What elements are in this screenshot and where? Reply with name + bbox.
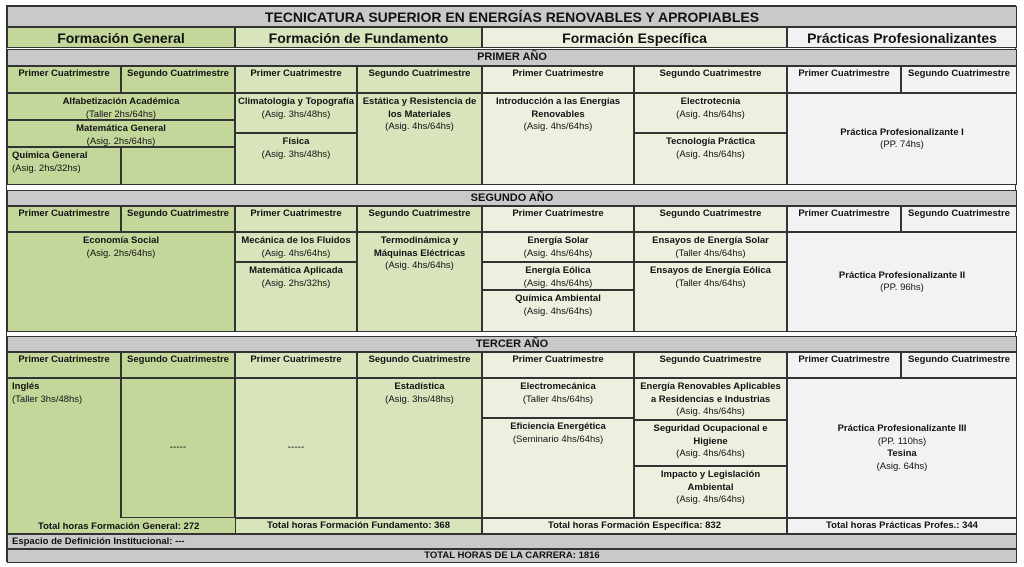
subject-name: Química Ambiental xyxy=(515,293,601,304)
cuatrimestre-header: Segundo Cuatrimestre xyxy=(634,206,787,232)
total-especifica: Total horas Formación Específica: 832 xyxy=(482,518,787,534)
area-general-header: Formación General xyxy=(7,27,235,48)
cuatrimestre-header: Primer Cuatrimestre xyxy=(7,352,121,378)
cuatrimestre-header: Primer Cuatrimestre xyxy=(482,206,634,232)
area-fundamento-header: Formación de Fundamento xyxy=(235,27,482,48)
subject-name: Física xyxy=(282,136,310,147)
subject-detail: (Asig. 4hs/64hs) xyxy=(676,406,745,417)
subject-name: Práctica Profesionalizante I xyxy=(840,126,964,138)
subject-detail: (Asig. 4hs/64hs) xyxy=(676,494,745,505)
cuatrimestre-header: Primer Cuatrimestre xyxy=(7,66,121,93)
area-practicas-header: Prácticas Profesionalizantes xyxy=(787,27,1017,48)
subject-name: Estática y Resistencia de los Materiales xyxy=(362,96,477,120)
subject-energia-solar xyxy=(482,232,634,262)
subject-detail: (Taller 2hs/64hs) xyxy=(85,108,157,120)
subject-detail: (Asig. 4hs/64hs) xyxy=(676,108,745,120)
subject-mecanica-fluidos xyxy=(235,232,357,262)
cuatrimestre-header: Primer Cuatrimestre xyxy=(482,66,634,93)
career-title: TECNICATURA SUPERIOR EN ENERGÍAS RENOVABLES Y APROPIABLES xyxy=(7,6,1017,27)
empty-cell xyxy=(121,147,235,185)
cuatrimestre-header: Primer Cuatrimestre xyxy=(235,66,357,93)
subject-name: Termodinámica y Máquinas Eléctricas xyxy=(373,235,466,259)
subject-name: Matemática Aplicada xyxy=(249,265,343,276)
subject-fisica xyxy=(235,133,357,185)
subject-detail: (Asig. 3hs/48hs) xyxy=(385,393,454,405)
cuatrimestre-header: Segundo Cuatrimestre xyxy=(357,206,482,232)
cuatrimestre-header: Segundo Cuatrimestre xyxy=(901,66,1017,93)
subject-ensayos-eolica xyxy=(634,262,787,332)
subject-name: Práctica Profesionalizante II xyxy=(838,269,966,281)
subject-name: Seguridad Ocupacional e Higiene xyxy=(653,423,768,447)
cuatrimestre-header: Primer Cuatrimestre xyxy=(235,206,357,232)
subject-alfabetizacion xyxy=(7,93,235,120)
subject-name: Química General xyxy=(12,150,88,161)
subject-detail: (Taller 4hs/64hs) xyxy=(675,277,746,289)
subject-name: Inglés xyxy=(12,381,40,392)
subject-detail: (Asig. 4hs/64hs) xyxy=(261,247,331,259)
subject-electrotecnia xyxy=(634,93,787,133)
subject-name: Estadística xyxy=(394,381,445,392)
subject-matematica-general xyxy=(7,120,235,147)
subject-detail: (Taller 3hs/48hs) xyxy=(12,393,83,405)
subject-name: Mecánica de los Fluidos xyxy=(241,235,351,246)
subject-detail: (Asig. 2hs/32hs) xyxy=(12,162,81,174)
subject-detail: (PP. 96hs) xyxy=(880,282,924,293)
curriculum-table xyxy=(6,5,1016,562)
subject-detail: (Asig. 2hs/64hs) xyxy=(86,135,156,147)
cuatrimestre-header: Primer Cuatrimestre xyxy=(787,352,901,378)
subject-climatologia xyxy=(235,93,357,133)
subject-renovables-residencias xyxy=(634,378,787,420)
subject-estatica xyxy=(357,93,482,185)
espacio-institucional: Espacio de Definición Institucional: --- xyxy=(7,534,1017,549)
cuatrimestre-header: Segundo Cuatrimestre xyxy=(121,352,235,378)
subject-name: Climatología y Topografía xyxy=(238,96,354,107)
subject-detail: (Seminario 4hs/64hs) xyxy=(512,433,604,445)
subject-eficiencia-energetica xyxy=(482,418,634,518)
cuatrimestre-header: Segundo Cuatrimestre xyxy=(901,352,1017,378)
subject-termodinamica xyxy=(357,232,482,332)
area-especifica-header: Formación Específica xyxy=(482,27,787,48)
subject-energia-eolica xyxy=(482,262,634,290)
cuatrimestre-header: Primer Cuatrimestre xyxy=(482,352,634,378)
subject-quimica-general xyxy=(7,147,121,185)
subject-practica-3 xyxy=(787,378,1017,518)
subject-name: Matemática General xyxy=(76,123,166,134)
empty-placeholder: ----- xyxy=(235,378,357,518)
subject-electromecanica xyxy=(482,378,634,418)
subject-detail: (Asig. 2hs/64hs) xyxy=(86,247,156,259)
subject-quimica-ambiental xyxy=(482,290,634,332)
subject-intro-energias xyxy=(482,93,634,185)
total-general xyxy=(7,518,235,534)
subject-name: Energía Renovables Aplicables a Residencias e Industrias xyxy=(640,381,781,405)
subject-economia-social xyxy=(7,232,235,332)
subject-name: Alfabetización Académica xyxy=(62,96,180,107)
cuatrimestre-header: Primer Cuatrimestre xyxy=(235,352,357,378)
total-carrera: TOTAL HORAS DE LA CARRERA: 1816 xyxy=(7,549,1017,563)
subject-detail: (PP. 74hs) xyxy=(880,139,924,150)
subject-name: Práctica Profesionalizante III xyxy=(837,423,967,434)
subject-name: Economía Social xyxy=(82,235,160,246)
cuatrimestre-header: Primer Cuatrimestre xyxy=(787,206,901,232)
subject-name: Tesina xyxy=(887,448,917,459)
subject-detail: (Asig. 2hs/32hs) xyxy=(261,277,331,289)
subject-detail: (Taller 4hs/64hs) xyxy=(675,247,746,259)
subject-detail: (Asig. 64hs) xyxy=(876,460,928,472)
subject-detail: (Asig. 4hs/64hs) xyxy=(385,121,454,132)
year-header-1: PRIMER AÑO xyxy=(7,49,1017,66)
empty-placeholder: ----- xyxy=(121,378,235,518)
subject-name: Ensayos de Energía Eólica xyxy=(650,265,771,276)
subject-name: Impacto y Legislación Ambiental xyxy=(660,469,761,493)
cuatrimestre-header: Segundo Cuatrimestre xyxy=(357,66,482,93)
subject-detail: (Taller 4hs/64hs) xyxy=(522,393,594,405)
subject-tecnologia-practica xyxy=(634,133,787,185)
subject-name: Electrotecnia xyxy=(680,96,741,107)
subject-detail: (Asig. 4hs/64hs) xyxy=(523,121,593,132)
subject-name: Ensayos de Energía Solar xyxy=(652,235,769,246)
subject-seguridad-higiene xyxy=(634,420,787,466)
cuatrimestre-header: Primer Cuatrimestre xyxy=(787,66,901,93)
subject-detail: (Asig. 4hs/64hs) xyxy=(676,148,745,160)
year-header-2: SEGUNDO AÑO xyxy=(7,190,1017,206)
subject-detail: (Asig. 4hs/64hs) xyxy=(523,277,593,289)
subject-detail: (Asig. 4hs/64hs) xyxy=(385,260,454,271)
subject-detail: (Asig. 4hs/64hs) xyxy=(523,305,593,317)
subject-name: Introducción a las Energías Renovables xyxy=(495,96,621,120)
subject-name: Electromecánica xyxy=(520,381,596,392)
subject-detail: (Asig. 3hs/48hs) xyxy=(261,108,331,120)
cuatrimestre-header: Segundo Cuatrimestre xyxy=(634,352,787,378)
subject-ensayos-solar xyxy=(634,232,787,262)
cuatrimestre-header: Segundo Cuatrimestre xyxy=(121,66,235,93)
total-fundamento: Total horas Formación Fundamento: 368 xyxy=(235,518,482,534)
cuatrimestre-header: Segundo Cuatrimestre xyxy=(901,206,1017,232)
subject-detail: (Asig. 3hs/48hs) xyxy=(261,148,331,160)
subject-practica-2 xyxy=(787,232,1017,332)
subject-impacto-legislacion xyxy=(634,466,787,518)
subject-name: Energía Eólica xyxy=(525,265,591,276)
total-practicas: Total horas Prácticas Profes.: 344 xyxy=(787,518,1017,534)
subject-detail: (PP. 110hs) xyxy=(877,435,927,447)
subject-name: Eficiencia Energética xyxy=(510,421,606,432)
total-general-label: Total horas Formación General: 272 xyxy=(38,521,200,532)
subject-name: Energía Solar xyxy=(527,235,589,246)
subject-ingles xyxy=(7,378,121,534)
cuatrimestre-header: Primer Cuatrimestre xyxy=(7,206,121,232)
subject-practica-1 xyxy=(787,93,1017,185)
subject-detail: (Asig. 4hs/64hs) xyxy=(523,247,593,259)
subject-matematica-aplicada xyxy=(235,262,357,332)
year-header-3: TERCER AÑO xyxy=(7,336,1017,352)
cuatrimestre-header: Segundo Cuatrimestre xyxy=(121,206,235,232)
cuatrimestre-header: Segundo Cuatrimestre xyxy=(634,66,787,93)
subject-name: Tecnología Práctica xyxy=(665,136,756,147)
subject-estadistica xyxy=(357,378,482,518)
subject-detail: (Asig. 4hs/64hs) xyxy=(676,448,745,459)
cuatrimestre-header: Segundo Cuatrimestre xyxy=(357,352,482,378)
